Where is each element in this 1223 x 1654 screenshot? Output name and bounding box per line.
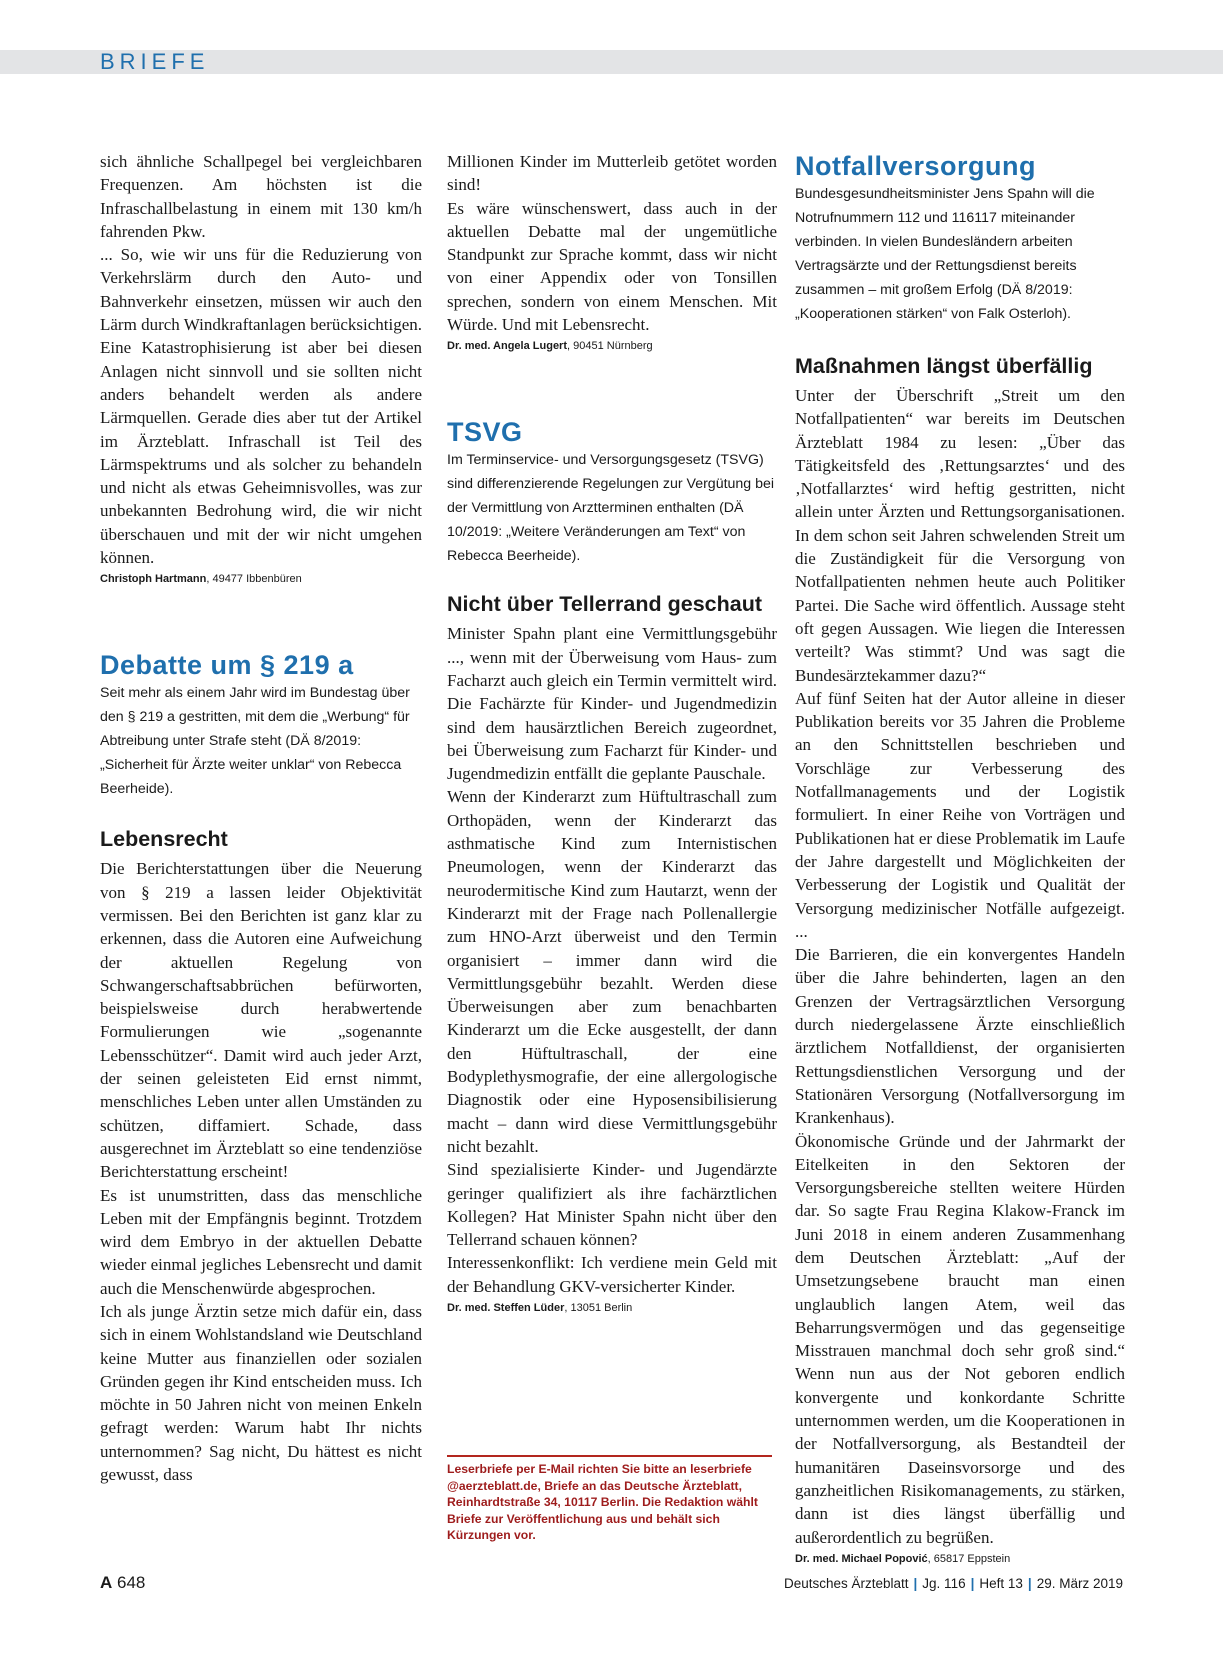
column-1: [100, 150, 422, 1486]
topic-intro: Im Terminservice- und Versorgungsgesetz (TSVG) sind differenzierende Regelungen zur Vergütung bei der Vermittlung von Arztterminen enthalten (DÄ 10/2019: „Weitere Veränderungen am Text“ von Rebecca Beerheide).: [447, 452, 775, 565]
topic-title: TSVG: [447, 417, 523, 448]
page-prefix: A: [100, 1573, 113, 1592]
letter-signature: [795, 1551, 1125, 1567]
letter-signature: [447, 1300, 777, 1316]
letter-signature: [447, 338, 777, 354]
paragraph: Sind spezialisierte Kinder- und Jugendärzte geringer qualifiziert als ihre fachärztlichen Kollegen? Hat Minister Spahn nicht über den Tellerrand schauen können?: [447, 1160, 777, 1250]
topic-title: Notfallversorgung: [795, 151, 1037, 181]
journal-info: [784, 1574, 1123, 1594]
paragraph: Unter der Überschrift „Streit um den Notfallpatienten“ war bereits im Deutschen Ärzteblatt 1984 zu lesen: „Über das Tätigkeitsfeld des ‚Rettungsarztes‘ und des ‚Notfallarztes‘ wird heftig gestritten, nicht allein unter Ärzten und Rettungsorganisationen. In dem schon seit Jahren schwelenden Streit um die Zuständigkeit für die Versorgung von Notfallpatienten nehmen heute auch Politiker Partei. Die Sache wird öffentlich. Aussage steht oft gegen Aussagen. Wie liegen die Interessen verteilt? Was stimmt? Und was sagt die Bundesärztekammer dazu?“: [795, 386, 1125, 685]
paragraph: sich ähnliche Schallpegel bei vergleichbaren Frequenzen. Am höchsten ist die Infraschallbelastung in einem mit 130 km/h fahrenden Pkw.: [100, 152, 422, 241]
letter-continuation: [447, 150, 777, 336]
letter-signature: [100, 571, 422, 587]
letter-title: Lebensrecht: [100, 827, 228, 852]
paragraph: Minister Spahn plant eine Vermittlungsgebühr ..., wenn mit der Überweisung vom Haus- zum Facharzt auch gleich ein Termin vermittelt wird. Die Fachärzte für Kinder- und Jugendmedizin sind dem hausärztlichen Bereich zugeordnet, bei Überweisung zum Facharzt für Kinder- und Jugendmedizin entfällt die geplante Pauschale.: [447, 624, 777, 784]
topic-intro: Bundesgesundheitsminister Jens Spahn will die Notrufnummern 112 und 116117 miteinander verbinden. In vielen Bundesländern arbeiten Vertragsärzte und der Rettungsdienst bereits zusammen – mit großem Erfolg (DÄ 8/2019: „Kooperationen stärken“ von Falk Osterloh).: [795, 186, 1095, 322]
paragraph: Auf fünf Seiten hat der Autor alleine in dieser Publikation bereits vor 35 Jahren die Probleme an den Schnittstellen beschrieben und Vorschläge zur Verbesserung des Notfallmanagements und der Logistik formuliert. In einer Reihe von Vorträgen und Publikationen hat er diese Problematik im Laufe der Jahre dargestellt und Möglichkeiten der Verbesserung der Logistik und Qualität der Versorgung medizinischer Notfälle aufgezeigt. ...: [795, 688, 1125, 941]
letter-body: [795, 384, 1125, 1549]
page-number: [100, 1572, 145, 1594]
journal-issue: Heft 13: [979, 1576, 1023, 1591]
paragraph: Ökonomische Gründe und der Jahrmarkt der Eitelkeiten in den Sektoren der Versorgungsbereiche stellten weitere Hürden dar. So sagte Frau Regina Klakow-Franck im Juni 2018 in einem anderen Zusammenhang dem Deutschen Ärzteblatt: „Auf der Umsetzungsebene braucht man einen unglaublich langen Atem, weil das Beharrungsvermögen und das gegenseitige Misstrauen manchmal doch sehr groß sind.“ Wenn nun aus der Not geboren endlich konvergente und konkordante Schritte unternommen werden, um die Kooperationen in der Notfallversorgung, als Bestandteil der humanitären Daseinsvorsorge und des ganzheitlichen Risikomanagements, zu stärken, dann ist dies längst überfällig und außerordentlich zu begrüßen.: [795, 1131, 1125, 1547]
separator: |: [1027, 1576, 1032, 1591]
signature-name: Dr. med. Angela Lugert: [447, 340, 568, 353]
paragraph: Die Barrieren, die ein konvergentes Handeln über die Jahre behinderten, lagen an den Grenzen der Vertragsärztlichen Versorgung durch niedergelassene Ärzte einschließlich ärztlichem Notfalldienst, der organisierten Rettungsdienstlichen Versorgung und der Stationären Versorgung (Notfallversorgung im Krankenhaus).: [795, 945, 1125, 1128]
letter-title: Maßnahmen längst überfällig: [795, 354, 1093, 378]
journal-volume: Jg. 116: [922, 1576, 966, 1591]
paragraph: Es ist unumstritten, dass das menschliche Leben mit der Empfängnis beginnt. Trotzdem wird dem Embryo in der aktuellen Debatte wieder einmal jegliches Lebensrecht und damit auch die Menschenwürde abgesprochen.: [100, 1185, 422, 1298]
paragraph: ... So, wie wir uns für die Reduzierung von Verkehrslärm durch den Auto- und Bahnverkehr einsetzen, müssen wir auch den Lärm durch Windkraftanlagen berücksichtigen. Eine Katastrophisierung ist aber bei diesen Anlagen nicht sinnvoll und sie sollten nicht anders behandelt werden als andere Lärmquellen. Gerade dies aber tut der Artikel im Ärzteblatt. Infraschall ist Teil des Lärmspektrums und als solcher zu behandeln und nicht als etwas Geheimnisvolles, was zur unbekannten Bedrohung wird, die wir nicht überschauen und mit der wir nicht umgehen können.: [100, 245, 422, 568]
paragraph: Millionen Kinder im Mutterleib getötet worden sind!: [447, 152, 777, 195]
paragraph: Die Berichterstattungen über die Neuerung von § 219 a lassen leider Objektivität vermissen. Bei den Berichten ist ganz klar zu erkennen, dass die Autoren eine Aufweichung der aktuellen Regelung von Schwangerschaftsabbrüchen befürworten, beispielsweise durch herabwertende Formulierungen wie „sogenannte Lebensschützer“. Damit wird auch jeder Arzt, der seinen geleisteten Eid ernst nimmt, menschliches Leben unter allen Umständen zu schützen, diffamiert. Schade, dass ausgerechnet im Ärzteblatt so eine tendenziöse Berichterstattung erscheint!: [100, 859, 422, 1182]
topic-title: Debatte um § 219 a: [100, 650, 354, 681]
journal-date: 29. März 2019: [1036, 1576, 1123, 1591]
letter-continuation: [100, 150, 422, 569]
journal-name: Deutsches Ärzteblatt: [783, 1576, 909, 1591]
letter-body: [100, 857, 422, 1486]
signature-place: , 65817 Eppstein: [927, 1552, 1011, 1565]
signature-name: Christoph Hartmann: [100, 573, 207, 586]
separator: |: [913, 1576, 918, 1591]
letter-body: [447, 622, 777, 1298]
signature-name: Dr. med. Steffen Lüder: [447, 1301, 565, 1314]
submission-notice: Leserbriefe per E-Mail richten Sie bitte an leserbriefe @aerzteblatt.de, Briefe an das Deutsche Ärzteblatt, Reinhardtstraße 34, 10117 Berlin. Die Redaktion wählt Briefe zur Veröffentlichung aus und behält sich Kürzungen vor.: [447, 1455, 772, 1544]
paragraph: Wenn der Kinderarzt zum Hüftultraschall zum Orthopäden, wenn der Kinderarzt das asthmatische Kind zum Internistischen Pneumologen, wenn der Kinderarzt das neurodermitische Kind zum Hautarzt, wenn der Kinderarzt mit der Frage nach Pollenallergie zum HNO-Arzt überweist und den Termin organisiert – immer dann wird die Vermittlungsgebühr bezahlt. Werden diese Überweisungen aber zum benachbarten Kinderarzt um die Ecke ausgestellt, der dann den Hüftultraschall, der eine Bodyplethysmografie, der eine allergologische Diagnostik oder eine Hyposensibilisierung macht – dann wird diese Vermittlungsgebühr nicht bezahlt.: [447, 787, 777, 1156]
topic-intro: Seit mehr als einem Jahr wird im Bundestag über den § 219 a gestritten, mit dem die „Werbung“ für Abtreibung unter Strafe steht (DÄ 8/2019: „Sicherheit für Ärzte weiter unklar“ von Rebecca Beerheide).: [100, 685, 410, 798]
column-3: [795, 150, 1125, 1567]
page-number-value: 648: [112, 1573, 146, 1592]
column-2: [447, 150, 777, 1316]
paragraph: Ich als junge Ärztin setze mich dafür ein, dass sich in einem Wohlstandsland wie Deutschland keine Mutter aus finanziellen oder sozialen Gründen gegen ihr Kind entscheiden muss. Ich möchte in 50 Jahren nicht von meinen Enkeln gefragt werden: Warum habt Ihr nichts unternommen? Sag nicht, Du hättest es nicht gewusst, dass: [100, 1301, 422, 1485]
letter-title: Nicht über Tellerrand geschaut: [447, 592, 763, 617]
signature-place: , 49477 Ibbenbüren: [206, 573, 302, 586]
signature-name: Dr. med. Michael Popović: [795, 1552, 928, 1565]
signature-place: , 90451 Nürnberg: [567, 340, 653, 353]
signature-place: , 13051 Berlin: [564, 1301, 633, 1314]
section-label: BRIEFE: [100, 49, 210, 74]
paragraph: Es wäre wünschenswert, dass auch in der aktuellen Debatte mal der ungemütliche Standpunkt zur Sprache kommt, dass wir nicht von einer Appendix oder von Tonsillen sprechen, sondern von einem Menschen. Mit Würde. Und mit Lebensrecht.: [447, 198, 777, 335]
paragraph: Interessenkonflikt: Ich verdiene mein Geld mit der Behandlung GKV-versicherter Kinder.: [447, 1253, 777, 1296]
separator: |: [970, 1576, 975, 1591]
